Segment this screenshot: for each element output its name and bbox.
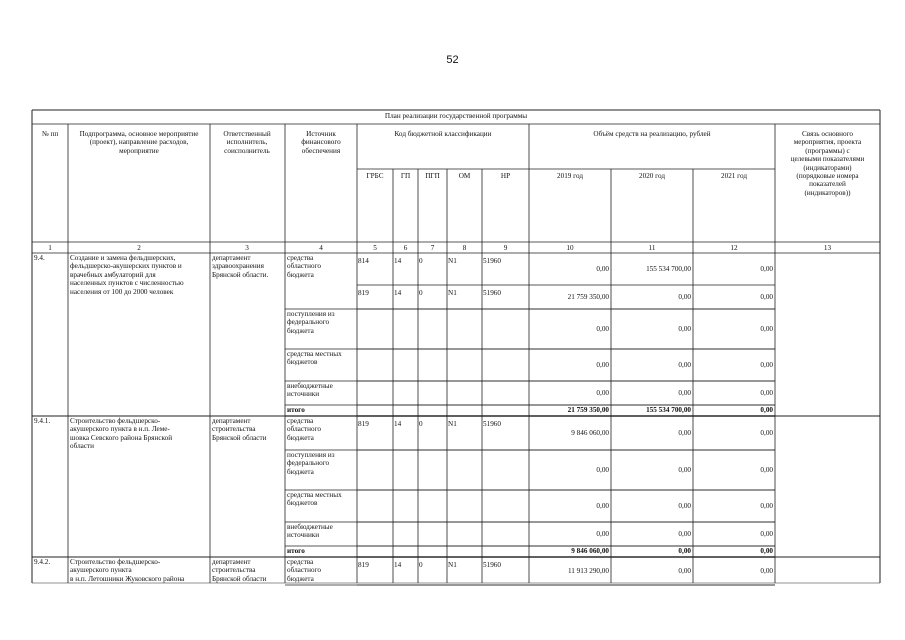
amount-y2021: 0,00	[760, 406, 773, 414]
amount-y2021: 0,00	[760, 265, 773, 273]
amount-y2021: 0,00	[760, 502, 773, 510]
measure-name: Строительство фельдшерско- акушерского пункта в н.п. Летошники Жуковского района	[70, 558, 185, 583]
amount-y2019: 9 846 060,00	[571, 429, 609, 437]
header-2021: 2021 год	[721, 172, 747, 180]
amount-y2021: 0,00	[760, 547, 773, 555]
col-number: 11	[648, 244, 656, 252]
header-2019: 2019 год	[557, 172, 583, 180]
budget-code-om: N1	[448, 561, 457, 569]
amount-y2020: 0,00	[678, 389, 691, 397]
budget-code-pgp: 0	[419, 420, 423, 428]
amount-y2019: 0,00	[596, 361, 609, 369]
budget-code-pgp: 0	[419, 257, 423, 265]
budget-code-nr: 51960	[483, 561, 501, 569]
col-number: 2	[137, 244, 141, 252]
funding-source: средства местных бюджетов	[287, 350, 342, 367]
executor: департамент строительства Брянской области	[212, 417, 267, 442]
budget-code-om: N1	[448, 420, 457, 428]
col-number: 7	[430, 244, 435, 252]
header-nr: НР	[500, 172, 511, 180]
budget-code-grbs: 819	[358, 561, 369, 569]
funding-source: итого	[287, 547, 305, 555]
amount-y2020: 0,00	[678, 547, 691, 555]
header-link: Связь основного мероприятия, проекта (программы) с целевыми показателями (индикаторами) (порядковые номера показателей (индикаторов))	[790, 130, 865, 197]
budget-code-nr: 51960	[483, 420, 501, 428]
header-om: ОМ	[458, 172, 471, 180]
header-volume: Объём средств на реализацию, рублей	[593, 130, 711, 138]
amount-y2020: 0,00	[678, 567, 691, 575]
amount-y2020: 155 534 700,00	[646, 265, 691, 273]
amount-y2021: 0,00	[760, 293, 773, 301]
amount-y2019: 21 759 350,00	[567, 293, 609, 301]
funding-source: средства областного бюджета	[287, 254, 321, 279]
budget-code-grbs: 819	[358, 420, 369, 428]
header-source: Источник финансового обеспечения	[301, 130, 341, 155]
budget-code-nr: 51960	[483, 289, 501, 297]
funding-source: поступления из федерального бюджета	[287, 451, 335, 476]
header-gp: ГП	[400, 172, 411, 180]
amount-y2019: 0,00	[596, 466, 609, 474]
budget-code-grbs: 819	[358, 289, 369, 297]
measure-name: Строительство фельдшерско- акушерского пункта в н.п. Леме- шовка Севского района Брянской области	[70, 417, 173, 451]
header-executor: Ответственный исполнитель, соисполнитель	[223, 130, 271, 155]
executor: департамент здравоохранения Брянской области.	[212, 254, 269, 279]
amount-y2021: 0,00	[760, 567, 773, 575]
amount-y2020: 0,00	[678, 466, 691, 474]
amount-y2019: 0,00	[596, 530, 609, 538]
budget-code-om: N1	[448, 257, 457, 265]
col-number: 10	[566, 244, 574, 252]
amount-y2021: 0,00	[760, 429, 773, 437]
budget-code-nr: 51960	[483, 257, 501, 265]
header-budget-code: Код бюджетной классификации	[394, 130, 492, 138]
header-num: № пп	[41, 130, 59, 138]
budget-code-pgp: 0	[419, 561, 423, 569]
header-subprogram: Подпрограмма, основное мероприятие (проект), направление расходов, мероприятие	[79, 130, 199, 155]
amount-y2020: 0,00	[678, 325, 691, 333]
amount-y2021: 0,00	[760, 361, 773, 369]
col-number: 8	[462, 244, 467, 252]
page-number: 52	[446, 54, 459, 66]
amount-y2019: 9 846 060,00	[571, 547, 609, 555]
amount-y2019: 0,00	[596, 502, 609, 510]
header-grbs: ГРБС	[366, 172, 384, 180]
col-number: 12	[730, 244, 738, 252]
table-title: План реализации государственной программы	[384, 112, 528, 120]
row-number: 9.4.2.	[34, 558, 51, 566]
amount-y2020: 0,00	[678, 361, 691, 369]
amount-y2021: 0,00	[760, 389, 773, 397]
funding-source: внебюджетные источники	[287, 523, 333, 540]
col-number: 6	[403, 244, 408, 252]
amount-y2020: 155 534 700,00	[646, 406, 691, 414]
funding-source: поступления из федерального бюджета	[287, 310, 335, 335]
amount-y2019: 0,00	[596, 265, 609, 273]
row-number: 9.4.1.	[34, 417, 51, 425]
header-pgp: ПГП	[425, 172, 440, 180]
col-number: 4	[319, 244, 323, 252]
col-number: 9	[503, 244, 508, 252]
budget-code-gp: 14	[394, 561, 402, 569]
amount-y2019: 11 913 290,00	[567, 567, 609, 575]
funding-source: итого	[287, 406, 305, 414]
col-number: 5	[373, 244, 377, 252]
amount-y2019: 21 759 350,00	[567, 406, 609, 414]
amount-y2021: 0,00	[760, 325, 773, 333]
budget-code-pgp: 0	[419, 289, 423, 297]
funding-source: средства областного бюджета	[287, 417, 321, 442]
amount-y2020: 0,00	[678, 502, 691, 510]
col-number: 1	[48, 244, 52, 252]
amount-y2019: 0,00	[596, 389, 609, 397]
budget-code-gp: 14	[394, 420, 402, 428]
row-number: 9.4.	[34, 254, 45, 262]
budget-code-gp: 14	[394, 289, 402, 297]
budget-code-grbs: 814	[358, 257, 369, 265]
amount-y2021: 0,00	[760, 530, 773, 538]
funding-source: внебюджетные источники	[287, 382, 333, 399]
funding-source: средства областного бюджета	[287, 558, 321, 583]
amount-y2020: 0,00	[678, 429, 691, 437]
amount-y2021: 0,00	[760, 466, 773, 474]
col-number: 3	[245, 244, 249, 252]
measure-name: Создание и замена фельдшерских, фельдшерско-акушерских пунктов и врачебных амбулаторий для населенных пунктов с численностью населения от 100 до 2000 человек	[70, 254, 184, 296]
col-number: 13	[823, 244, 832, 252]
executor: департамент строительства Брянской области	[212, 558, 267, 583]
amount-y2020: 0,00	[678, 293, 691, 301]
budget-code-om: N1	[448, 289, 457, 297]
amount-y2019: 0,00	[596, 325, 609, 333]
budget-code-gp: 14	[394, 257, 402, 265]
funding-source: средства местных бюджетов	[287, 491, 342, 508]
amount-y2020: 0,00	[678, 530, 691, 538]
header-2020: 2020 год	[639, 172, 665, 180]
